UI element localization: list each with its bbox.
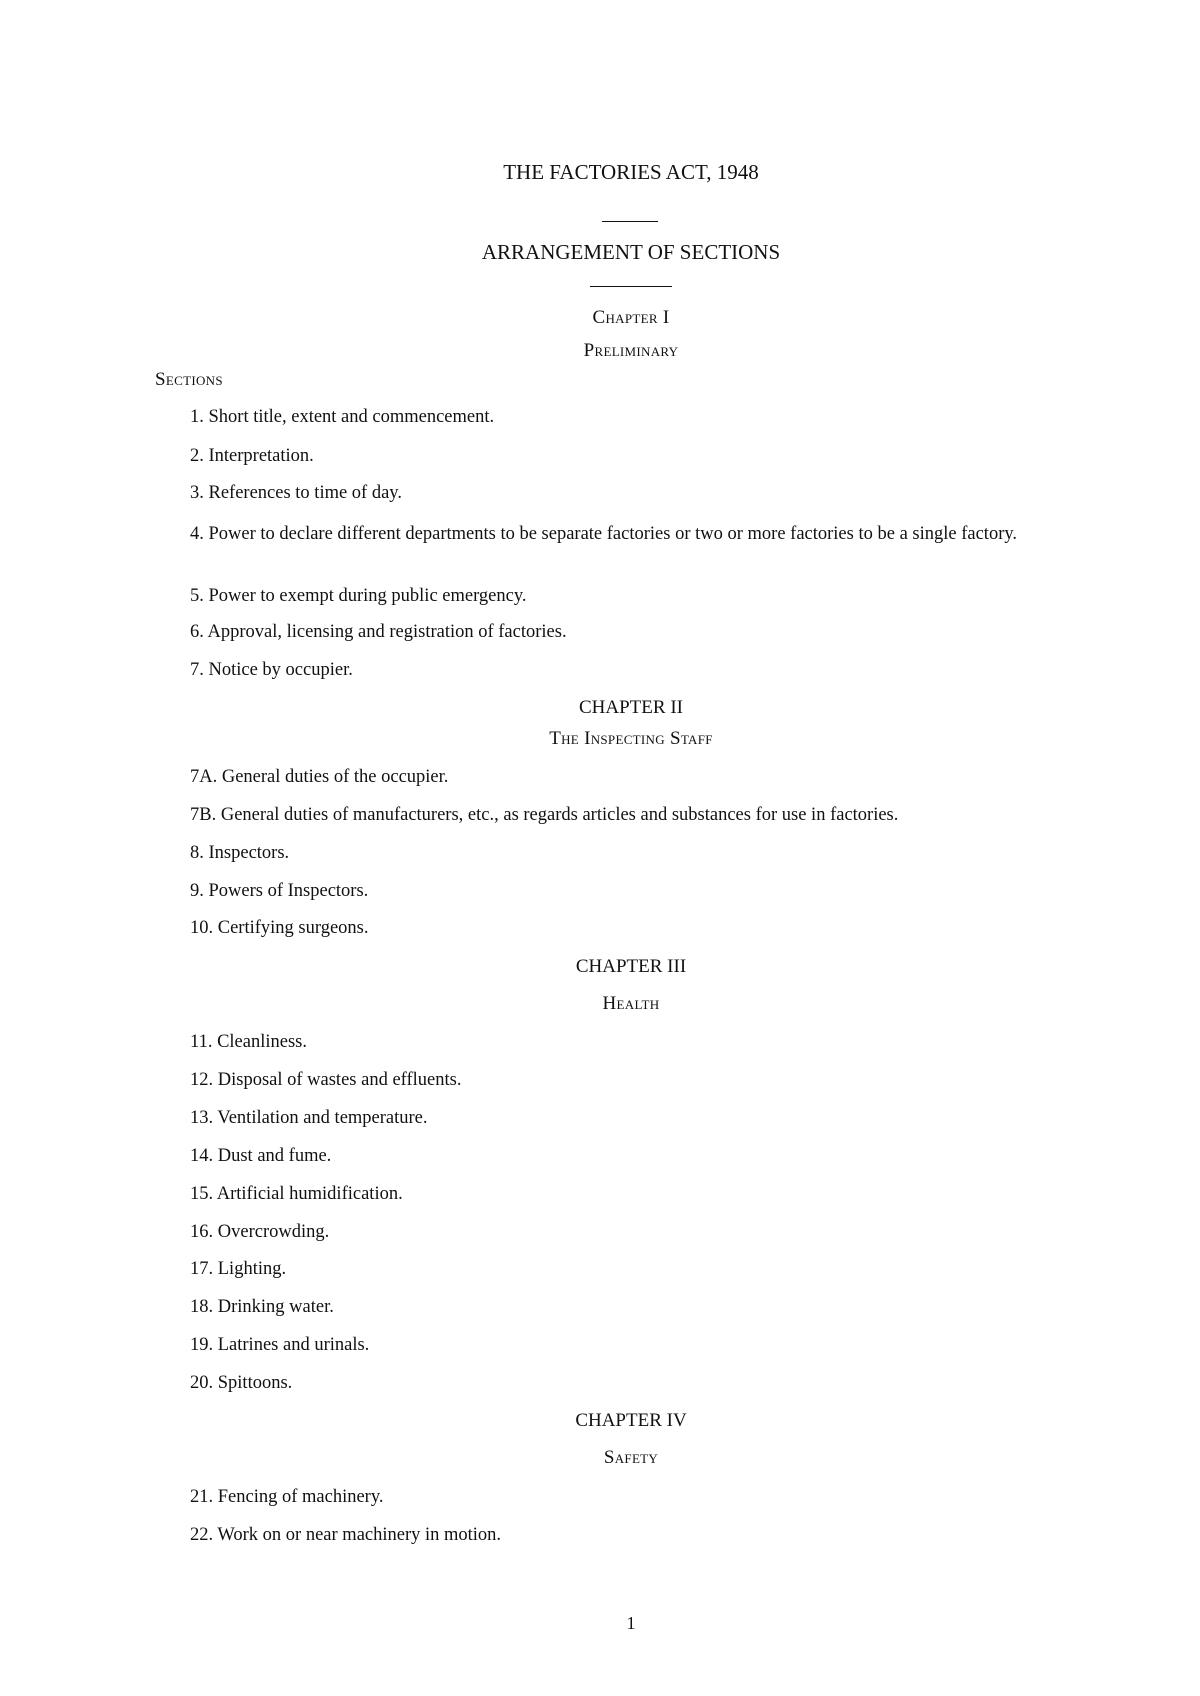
section-item: 20. Spittoons. [190,1373,293,1393]
chapter-2-name: The Inspecting Staff [549,728,713,749]
section-item: 14. Dust and fume. [190,1146,332,1166]
section-item: 10. Certifying surgeons. [190,918,369,938]
section-item: 11. Cleanliness. [190,1032,307,1052]
section-item: 16. Overcrowding. [190,1222,330,1242]
section-item: 6. Approval, licensing and registration of factories. [190,622,567,642]
section-item: 9. Powers of Inspectors. [190,881,369,901]
chapter-4-name: Safety [603,1447,659,1468]
subtitle-divider [590,286,672,287]
chapter-3-heading: CHAPTER III [575,956,687,977]
chapter-2-heading: CHAPTER II [579,697,683,718]
section-item: 5. Power to exempt during public emergency. [190,586,527,606]
section-item: 12. Disposal of wastes and effluents. [190,1070,462,1090]
section-item: 3. References to time of day. [190,483,402,503]
title-divider [602,221,658,222]
page-number: 1 [626,1613,636,1633]
section-item: 2. Interpretation. [190,446,314,466]
section-item: 4. Power to declare different departments to be separate factories or two or more factories to be a single factory. [190,524,1018,544]
section-item: 13. Ventilation and temperature. [190,1108,428,1128]
sections-label: Sections [155,369,223,390]
document-subtitle: ARRANGEMENT OF SECTIONS [481,240,781,264]
section-item: 18. Drinking water. [190,1297,334,1317]
section-item: 8. Inspectors. [190,843,290,863]
section-item: 19. Latrines and urinals. [190,1335,370,1355]
chapter-1-name: Preliminary [583,340,679,361]
chapter-4-heading: CHAPTER IV [575,1410,687,1431]
section-item: 7B. General duties of manufacturers, etc., as regards articles and substances for use in factories. [190,805,899,825]
section-item: 17. Lighting. [190,1259,287,1279]
section-item: 22. Work on or near machinery in motion. [190,1525,502,1545]
chapter-1-heading: Chapter I [592,307,670,328]
section-item: 7. Notice by occupier. [190,660,353,680]
chapter-3-name: Health [602,993,660,1014]
document-title: THE FACTORIES ACT, 1948 [503,160,759,184]
section-item: 1. Short title, extent and commencement. [190,407,495,427]
section-item: 7A. General duties of the occupier. [190,767,449,787]
section-item: 15. Artificial humidification. [190,1184,403,1204]
section-item: 21. Fencing of machinery. [190,1487,384,1507]
